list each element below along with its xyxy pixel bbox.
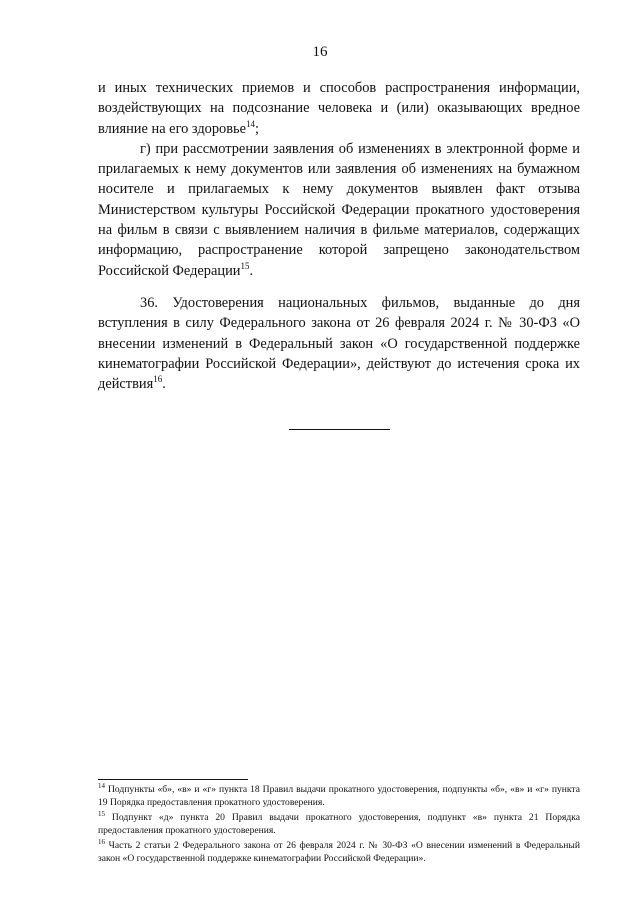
footnotes [98,783,580,867]
paragraph-item-g [98,139,580,281]
footnote-16 [98,839,580,865]
footnote-15 [98,811,580,837]
footnote-text: Подпункт «д» пункта 20 Правил выдачи прокатного удостоверения, подпункт «в» пункта 21 Порядка предоставления прокатного удостоверения. [98,812,580,836]
paragraph-text: 36. Удостоверения национальных фильмов, выданные до дня вступления в силу Федерального закона от 26 февраля 2024 г. № 30-ФЗ «О внесении изменений в Федеральный закон «О государственной поддержке кинематографии Российской Федерации», действуют до истечения срока их действия [98,294,580,393]
document-body [98,78,580,394]
paragraph-clause-36 [98,293,580,394]
footnote-text: Часть 2 статьи 2 Федерального закона от 26 февраля 2024 г. № 30-ФЗ «О внесении изменений в Федеральный закон «О государственной поддержке кинематографии Российской Федерации». [98,840,580,864]
footnote-separator [98,779,248,780]
section-divider [289,429,390,430]
paragraph-punctuation: ; [254,120,259,137]
paragraph-punctuation: . [162,376,166,393]
footnote-number: 14 [98,782,105,790]
footnote-number: 15 [98,810,105,818]
footnote-14 [98,783,580,809]
footnote-number: 16 [98,838,105,846]
paragraph-text: и иных технических приемов и способов распространения информации, воздействующих на подсознание человека и (или) оказывающих вредное влияние на его здоровье [98,80,580,137]
page-number: 16 [312,44,328,60]
footnote-ref-15: 15 [240,260,250,271]
paragraph-continuation [98,78,580,139]
paragraph-punctuation: . [249,262,254,279]
footnote-text: Подпункты «б», «в» и «г» пункта 18 Правил выдачи прокатного удостоверения, подпункты «б», «в» и «г» пункта 19 Порядка предоставления прокатного удостоверения. [98,784,580,808]
footnote-ref-14: 14 [245,118,255,129]
footnote-ref-16: 16 [153,374,163,385]
paragraph-text: г) при рассмотрении заявления об изменениях в электронной форме и прилагаемых к нему документов или заявления об изменениях на бумажном носителе и прилагаемых к нему документов выявлен факт отзыва Министерством культуры Российской Федерации прокатного удостоверения на фильм в связи с выявлением наличия в фильме материалов, содержащих информацию, распространение которой запрещено законодательством Российской Федерации [98,140,580,279]
